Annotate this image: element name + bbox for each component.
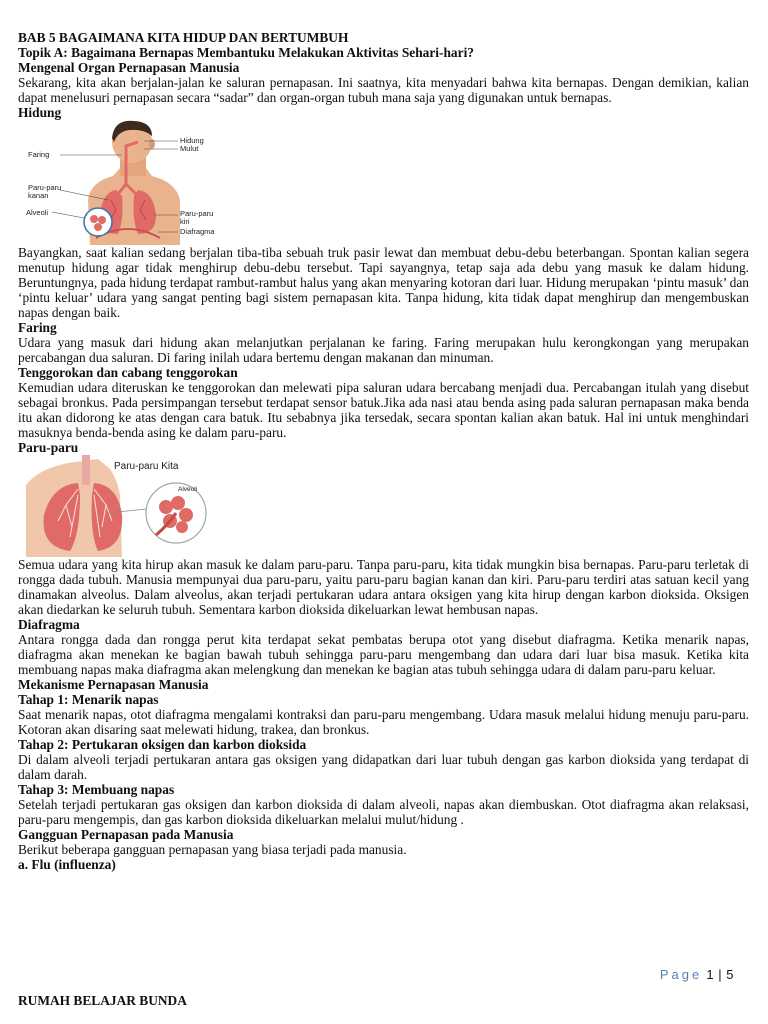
paragraph-paru-paru: Semua udara yang kita hirup akan masuk ke dalam paru-paru. Tanpa paru-paru, kita tidak mungkin bisa bernapas. Paru-paru terletak di rongga dada tubuh. Manusia mempunyai dua paru-paru, yaitu paru-paru bagian kanan dan kiri. Paru-paru terdiri atas satuan kecil yang dinamakan alveolus. Dalam alveolus, akan terjadi pertukaran udara antara oksigen yang kita hirup dengan karbon dioksida. Oksigen akan diedarkan ke seluruh tubuh. Sementara karbon dioksida dikeluarkan lewat hembusan napas. (18, 557, 749, 617)
label-diafragma: Diafragma (180, 227, 215, 236)
paragraph-tahap-1: Saat menarik napas, otot diafragma mengalami kontraksi dan paru-paru mengembang. Udara masuk melalui hidung menuju paru-paru. Kotoran akan disaring saat melewati hidung, trakea, dan bronkus. (18, 707, 749, 737)
label-faring: Faring (28, 150, 50, 159)
label-paru-kiri-1: Paru-paru (180, 209, 214, 218)
topic-heading: Topik A: Bagaimana Bernapas Membantuku Melakukan Aktivitas Sehari-hari? (18, 45, 474, 60)
label-hidung: Hidung (180, 136, 204, 145)
figure-title-paru: Paru-paru Kita (114, 461, 179, 472)
document-page (18, 30, 749, 872)
page-current: 1 (706, 967, 715, 982)
respiratory-system-figure (18, 120, 228, 245)
heading-tenggorokan: Tenggorokan dan cabang tenggorokan (18, 365, 238, 380)
label-mulut: Mulut (180, 144, 199, 153)
paragraph-diafragma: Antara rongga dada dan rongga perut kita terdapat sekat pembatas berupa otot yang disebut diafragma. Ketika menarik napas, diafragma akan menekan ke bagian bawah tubuh sehingga paru-paru mengembang dan udara dari luar bisa masuk. Ketika kita membuang napas maka diafragma akan melengkung dan menekan ke bagian atas tubuh sehingga udara di dalam paru-paru keluar. (18, 632, 749, 677)
section-heading-organ: Mengenal Organ Pernapasan Manusia (18, 60, 240, 75)
heading-tahap-1: Tahap 1: Menarik napas (18, 692, 159, 707)
intro-paragraph: Sekarang, kita akan berjalan-jalan ke saluran pernapasan. Ini saatnya, kita menyadari bahwa kita bernapas. Dengan demikian, kalian dapat menelusuri pernapasan secara “sadar” dan organ-organ tubuh mana saja yang digunakan untuk bernapas. (18, 75, 749, 105)
label-alveoli-2: Alveoli (178, 486, 198, 493)
page-label: Page (659, 967, 703, 982)
heading-paru-paru: Paru-paru (18, 440, 79, 455)
paragraph-tenggorokan: Kemudian udara diteruskan ke tenggorokan dan melewati pipa saluran udara bercabang menjadi dua. Percabangan itulah yang disebut sebagai bronkus. Pada persimpangan tersebut terdapat sensor batuk.Jika ada nasi atau benda asing pada saluran pernapasan maka benda itu akan didorong ke atas dengan cara batuk. Itu sebabnya jika tersedak, secara spontan kalian akan batuk. Hal ini untuk menghindari masuknya benda-benda asing ke dalam paru-paru. (18, 380, 749, 440)
heading-gangguan: Gangguan Pernapasan pada Manusia (18, 827, 234, 842)
page-total: 5 (726, 967, 734, 982)
label-paru-kanan-2: kanan (28, 191, 49, 200)
heading-mekanisme: Mekanisme Pernapasan Manusia (18, 677, 209, 692)
label-alveoli: Alveoli (26, 208, 49, 217)
paragraph-tahap-3: Setelah terjadi pertukaran gas oksigen dan karbon dioksida di dalam alveoli, napas akan diembuskan. Otot diafragma akan relaksasi, paru-paru mengempis, dan gas karbon dioksida dikeluarkan melalui mulut/hidung . (18, 797, 749, 827)
heading-faring: Faring (18, 320, 57, 335)
label-paru-kiri-2: kiri (180, 217, 190, 226)
paragraph-gangguan: Berikut beberapa gangguan pernapasan yang biasa terjadi pada manusia. (18, 842, 407, 857)
heading-tahap-3: Tahap 3: Membuang napas (18, 782, 175, 797)
page-separator: | (718, 967, 723, 982)
heading-hidung: Hidung (18, 105, 62, 120)
paragraph-faring: Udara yang masuk dari hidung akan melanjutkan perjalanan ke faring. Faring merupakan hulu kerongkongan yang merupakan percabangan dua saluran. Di faring inilah udara bertemu dengan makanan dan minuman. (18, 335, 749, 365)
heading-flu: a. Flu (influenza) (18, 857, 116, 872)
paragraph-tahap-2: Di dalam alveoli terjadi pertukaran antara gas oksigen yang didapatkan dari luar tubuh dengan gas karbon dioksida yang terdapat di dalam darah. (18, 752, 749, 782)
chapter-title: BAB 5 BAGAIMANA KITA HIDUP DAN BERTUMBUH (18, 30, 349, 45)
lungs-figure (18, 455, 218, 557)
label-paru-kanan-1: Paru-paru (28, 183, 62, 192)
footer-organization: RUMAH BELAJAR BUNDA (18, 993, 187, 1008)
paragraph-hidung: Bayangkan, saat kalian sedang berjalan tiba-tiba sebuah truk pasir lewat dan membuat debu-debu beterbangan. Spontan kalian segera menutup hidung agar tidak menghirup debu-debu tersebut. Tapi sayangnya, tetap saja ada debu yang masuk ke dalam hidung. Beruntungnya, pada hidung terdapat rambut-rambut halus yang akan menyaring kotoran dari luar. Hidung merupakan ‘pintu masuk’ dan ‘pintu keluar’ udara yang sangat penting bagi sistem pernapasan kita. Tanpa hidung, kita tidak dapat menghirup dan mengembuskan napas dengan baik. (18, 245, 749, 320)
heading-tahap-2: Tahap 2: Pertukaran oksigen dan karbon dioksida (18, 737, 307, 752)
heading-diafragma: Diafragma (18, 617, 80, 632)
page-number (660, 967, 734, 982)
